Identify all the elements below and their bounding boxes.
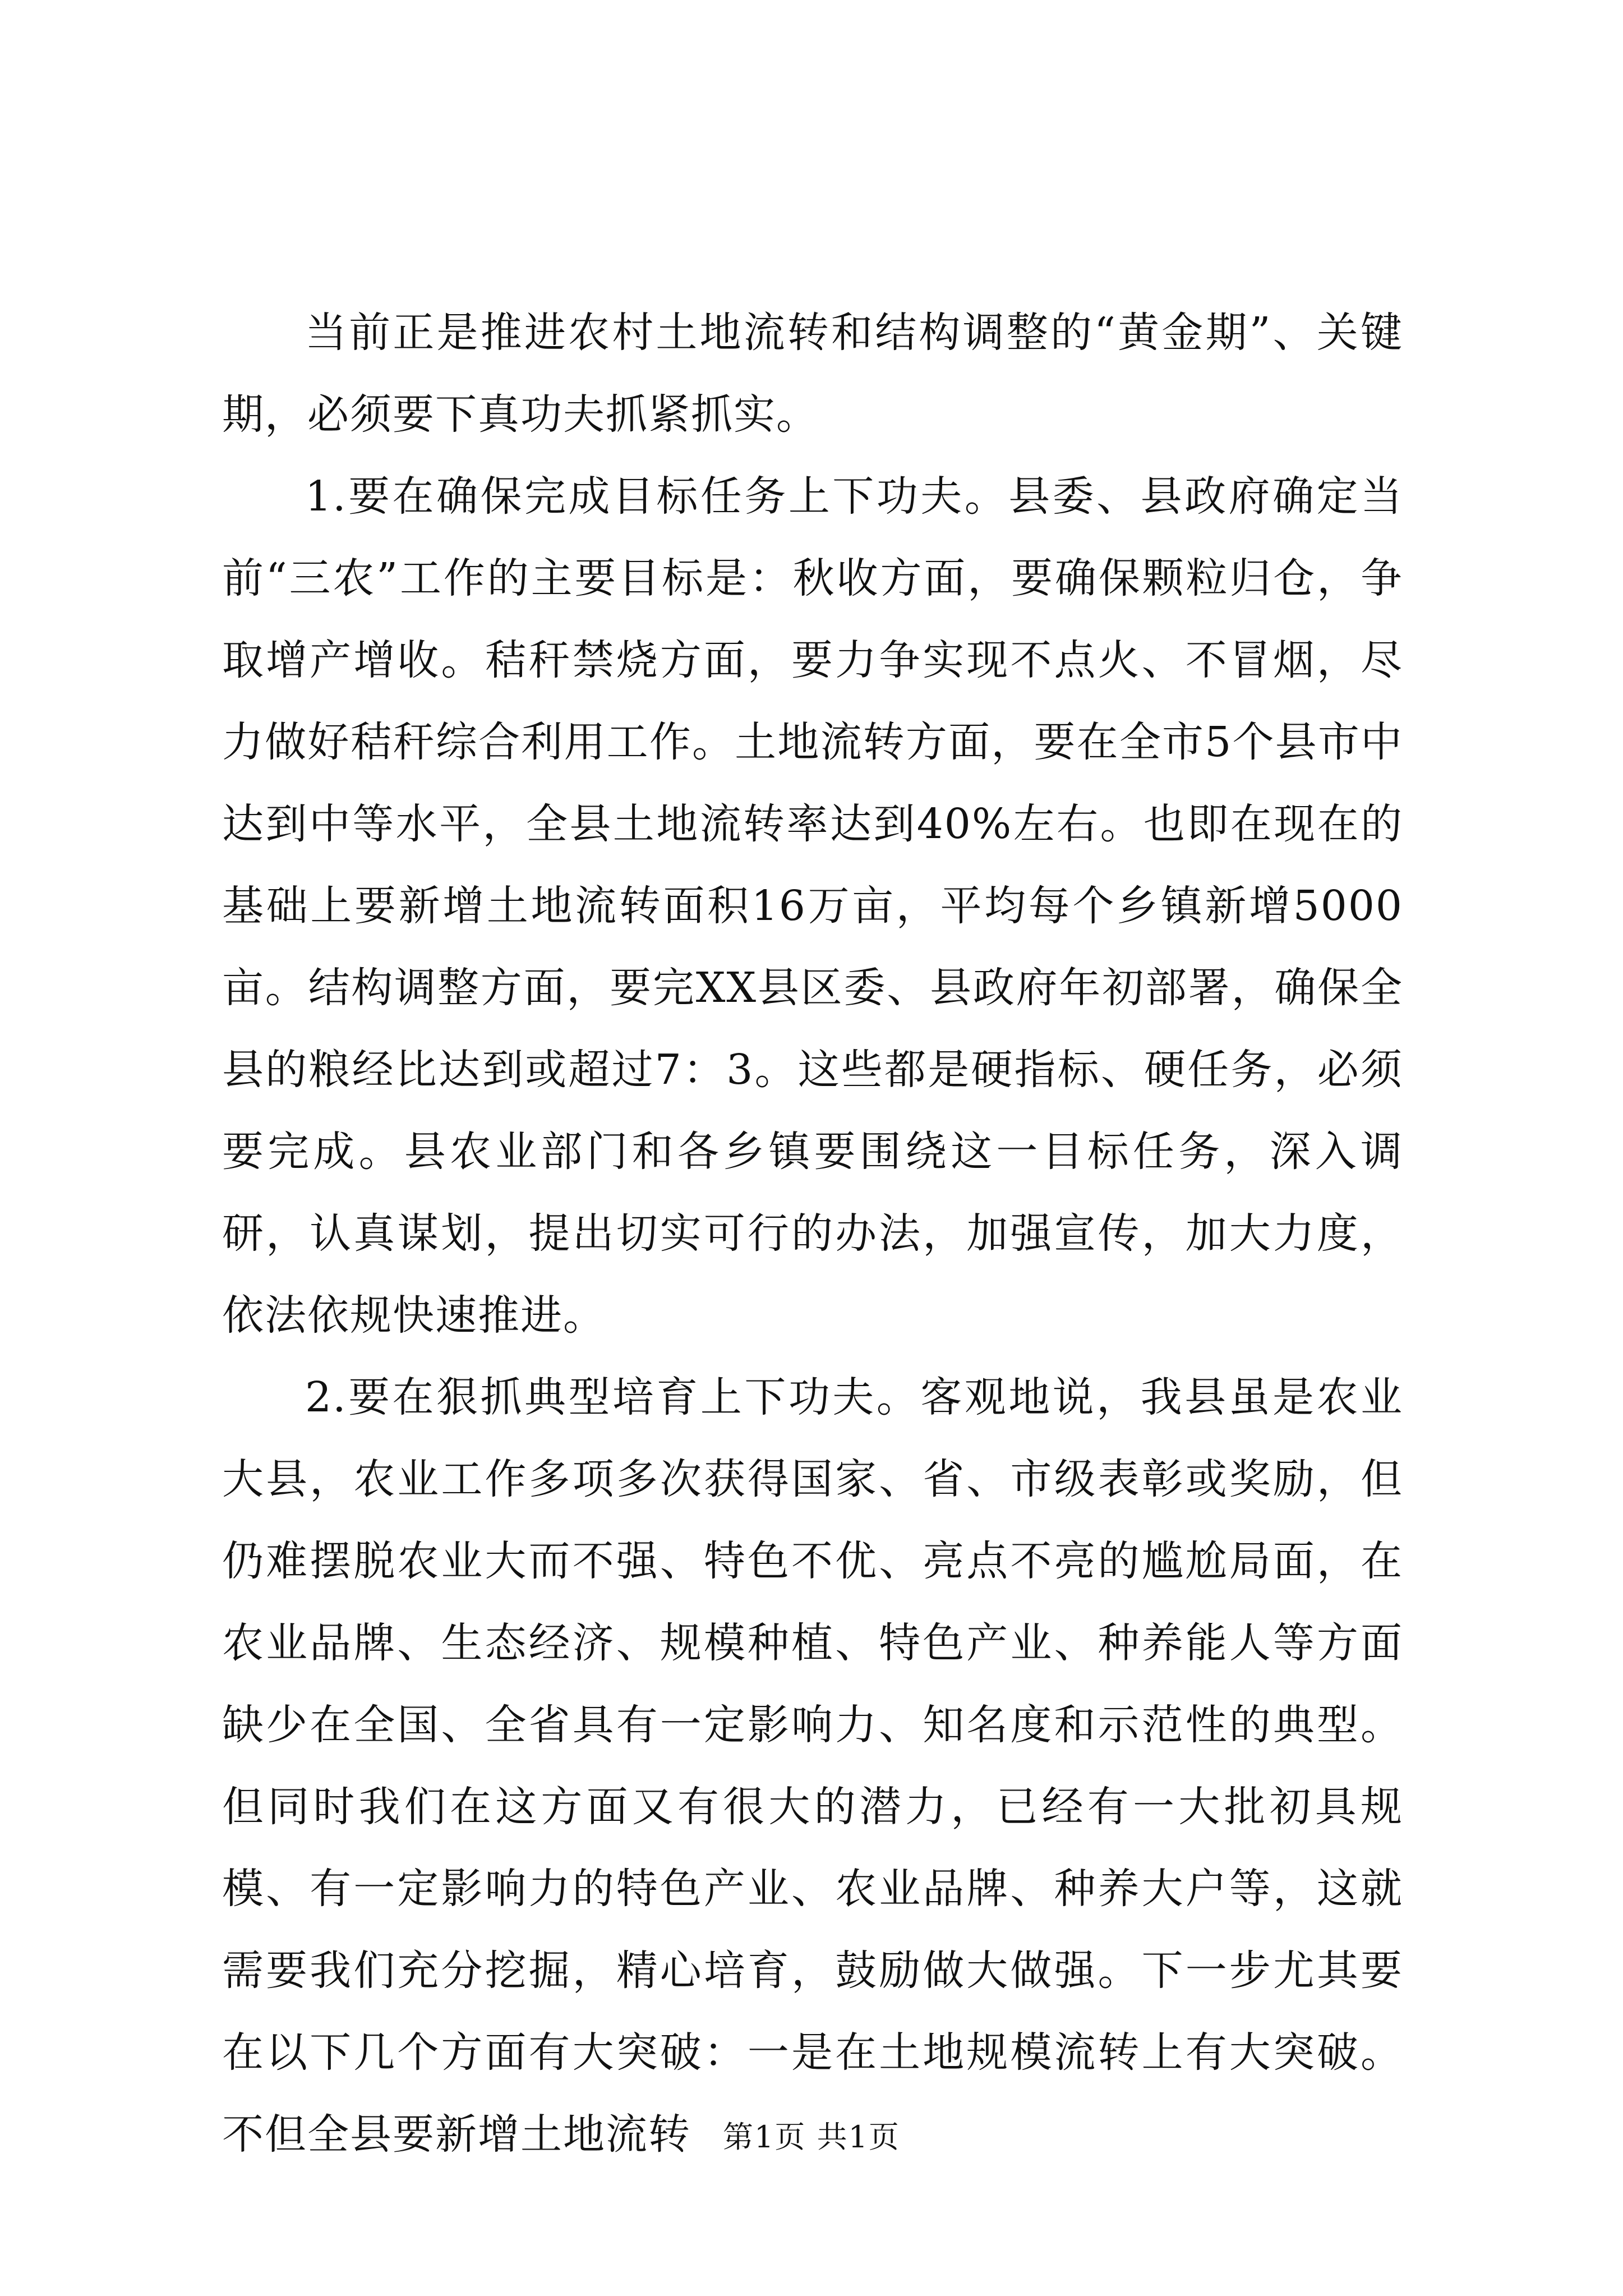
paragraph-typical-cultivation: 2.要在狠抓典型培育上下功夫。客观地说，我县虽是农业大县，农业工作多项多次获得国家、省、市级表彰或奖励，但仍难摆脱农业大而不强、特色不优、亮点不亮的尴尬局面，在农业品牌、生态经济、规模种植、特色产业、种养能人等方面缺少在全国、全省具有一定影响力、知名度和示范性的典型。但同时我们在这方面又有很大的潜力，已经有一大批初具规模、有一定影响力的特色产业、农业品牌、种养大户等，这就需要我们充分挖掘，精心培育，鼓励做大做强。下一步尤其要在以下几个方面有大突破：一是在土地规模流转上有大突破。不但全县要新增土地流转 — [222, 1373, 1403, 2159]
paragraph-target-tasks: 1.要在确保完成目标任务上下功夫。县委、县政府确定当前“三农”工作的主要目标是：秋收方面，要确保颗粒归仓，争取增产增收。秸秆禁烧方面，要力争实现不点火、不冒烟，尽力做好秸秆综合利用工作。土地流转方面，要在全市5个县市中达到中等水平，全县土地流转率达到40%左右。也即在现在的基础上要新增土地流转面积16万亩，平均每个乡镇新增5000亩。结构调整方面，要完XX县区委、县政府年初部署，确保全县的粮经比达到或超过7：3。这些都是硬指标、硬任务，必须要完成。县农业部门和各乡镇要围绕这一目标任务，深入调研，认真谋划，提出切实可行的办法，加强宣传，加大力度，依法依规快速推进。 — [222, 472, 1403, 1340]
paragraph-intro: 当前正是推进农村土地流转和结构调整的“黄金期”、关键期，必须要下真功夫抓紧抓实。 — [222, 309, 1403, 439]
document-body — [222, 292, 1403, 2175]
page-footer: 第1页 共1页 — [723, 2119, 900, 2155]
